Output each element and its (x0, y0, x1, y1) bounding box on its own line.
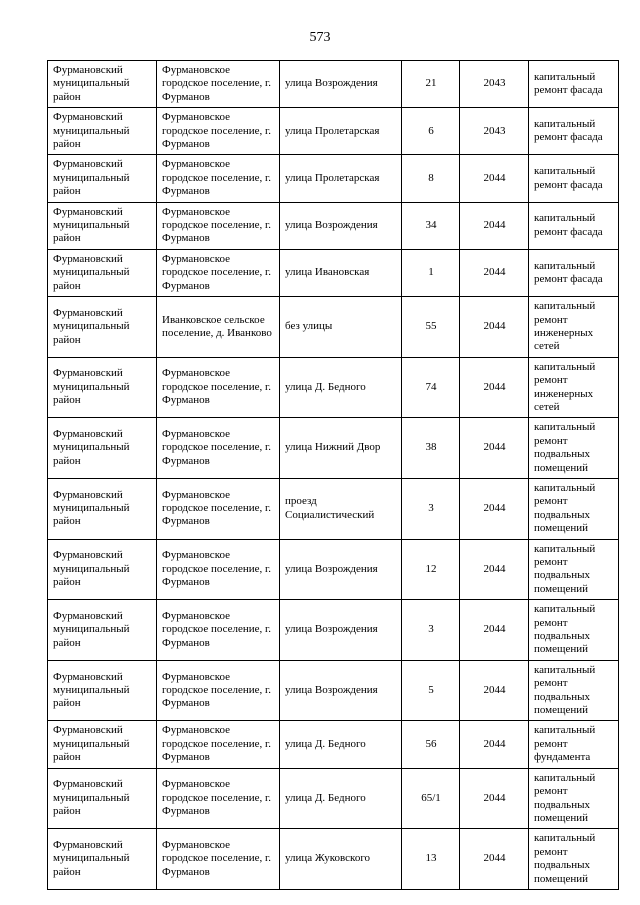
repair-type-cell: капитальный ремонт инженерных сетей (529, 297, 619, 358)
house-number-cell: 3 (402, 478, 460, 539)
year-cell: 2044 (460, 660, 529, 721)
year-cell: 2044 (460, 357, 529, 418)
street-cell: улица Д. Бедного (280, 357, 402, 418)
district-cell: Фурмановский муниципальный район (48, 249, 157, 296)
repairs-table (47, 60, 619, 890)
street-cell: улица Пролетарская (280, 155, 402, 202)
repair-type-cell: капитальный ремонт подвальных помещений (529, 539, 619, 600)
year-cell: 2044 (460, 418, 529, 479)
year-cell: 2044 (460, 297, 529, 358)
repair-type-cell: капитальный ремонт подвальных помещений (529, 600, 619, 661)
settlement-cell: Фурмановское городское поселение, г. Фурманов (157, 721, 280, 768)
repair-type-cell: капитальный ремонт инженерных сетей (529, 357, 619, 418)
house-number-cell: 56 (402, 721, 460, 768)
street-cell: улица Нижний Двор (280, 418, 402, 479)
house-number-cell: 21 (402, 61, 460, 108)
table-row (48, 768, 619, 829)
settlement-cell: Фурмановское городское поселение, г. Фурманов (157, 600, 280, 661)
year-cell: 2044 (460, 478, 529, 539)
settlement-cell: Фурмановское городское поселение, г. Фурманов (157, 418, 280, 479)
table-row (48, 357, 619, 418)
settlement-cell: Фурмановское городское поселение, г. Фурманов (157, 249, 280, 296)
table-row (48, 155, 619, 202)
year-cell: 2044 (460, 249, 529, 296)
house-number-cell: 12 (402, 539, 460, 600)
repair-type-cell: капитальный ремонт подвальных помещений (529, 660, 619, 721)
street-cell: улица Пролетарская (280, 108, 402, 155)
repair-type-cell: капитальный ремонт подвальных помещений (529, 418, 619, 479)
street-cell: улица Возрождения (280, 539, 402, 600)
house-number-cell: 13 (402, 829, 460, 890)
year-cell: 2044 (460, 829, 529, 890)
street-cell: без улицы (280, 297, 402, 358)
house-number-cell: 8 (402, 155, 460, 202)
year-cell: 2043 (460, 108, 529, 155)
street-cell: улица Д. Бедного (280, 721, 402, 768)
repair-type-cell: капитальный ремонт фасада (529, 108, 619, 155)
table-row (48, 108, 619, 155)
district-cell: Фурмановский муниципальный район (48, 418, 157, 479)
district-cell: Фурмановский муниципальный район (48, 61, 157, 108)
district-cell: Фурмановский муниципальный район (48, 478, 157, 539)
settlement-cell: Фурмановское городское поселение, г. Фурманов (157, 768, 280, 829)
settlement-cell: Фурмановское городское поселение, г. Фурманов (157, 539, 280, 600)
settlement-cell: Фурмановское городское поселение, г. Фурманов (157, 829, 280, 890)
repair-type-cell: капитальный ремонт фасада (529, 61, 619, 108)
year-cell: 2044 (460, 202, 529, 249)
settlement-cell: Иванковское сельское поселение, д. Иванково (157, 297, 280, 358)
repair-type-cell: капитальный ремонт фасада (529, 249, 619, 296)
table-row (48, 539, 619, 600)
settlement-cell: Фурмановское городское поселение, г. Фурманов (157, 155, 280, 202)
year-cell: 2043 (460, 61, 529, 108)
year-cell: 2044 (460, 721, 529, 768)
settlement-cell: Фурмановское городское поселение, г. Фурманов (157, 478, 280, 539)
house-number-cell: 1 (402, 249, 460, 296)
table-row (48, 202, 619, 249)
repair-type-cell: капитальный ремонт подвальных помещений (529, 478, 619, 539)
district-cell: Фурмановский муниципальный район (48, 600, 157, 661)
settlement-cell: Фурмановское городское поселение, г. Фурманов (157, 61, 280, 108)
year-cell: 2044 (460, 768, 529, 829)
house-number-cell: 5 (402, 660, 460, 721)
repair-type-cell: капитальный ремонт подвальных помещений (529, 768, 619, 829)
district-cell: Фурмановский муниципальный район (48, 829, 157, 890)
page-number: 573 (309, 30, 331, 45)
district-cell: Фурмановский муниципальный район (48, 721, 157, 768)
house-number-cell: 6 (402, 108, 460, 155)
settlement-cell: Фурмановское городское поселение, г. Фурманов (157, 108, 280, 155)
table-body (48, 61, 619, 890)
table-row (48, 829, 619, 890)
repair-type-cell: капитальный ремонт фундамента (529, 721, 619, 768)
table-row (48, 721, 619, 768)
year-cell: 2044 (460, 155, 529, 202)
settlement-cell: Фурмановское городское поселение, г. Фурманов (157, 660, 280, 721)
street-cell: улица Возрождения (280, 600, 402, 661)
district-cell: Фурмановский муниципальный район (48, 768, 157, 829)
district-cell: Фурмановский муниципальный район (48, 357, 157, 418)
year-cell: 2044 (460, 539, 529, 600)
street-cell: улица Д. Бедного (280, 768, 402, 829)
street-cell: улица Возрождения (280, 202, 402, 249)
settlement-cell: Фурмановское городское поселение, г. Фурманов (157, 357, 280, 418)
repair-type-cell: капитальный ремонт фасада (529, 202, 619, 249)
table-row (48, 249, 619, 296)
house-number-cell: 65/1 (402, 768, 460, 829)
table-row (48, 61, 619, 108)
street-cell: улица Ивановская (280, 249, 402, 296)
table-row (48, 478, 619, 539)
street-cell: проезд Социалистический (280, 478, 402, 539)
street-cell: улица Жуковского (280, 829, 402, 890)
table-row (48, 600, 619, 661)
street-cell: улица Возрождения (280, 660, 402, 721)
settlement-cell: Фурмановское городское поселение, г. Фурманов (157, 202, 280, 249)
street-cell: улица Возрождения (280, 61, 402, 108)
district-cell: Фурмановский муниципальный район (48, 539, 157, 600)
table-row (48, 660, 619, 721)
repair-type-cell: капитальный ремонт фасада (529, 155, 619, 202)
district-cell: Фурмановский муниципальный район (48, 660, 157, 721)
house-number-cell: 38 (402, 418, 460, 479)
house-number-cell: 3 (402, 600, 460, 661)
house-number-cell: 55 (402, 297, 460, 358)
district-cell: Фурмановский муниципальный район (48, 297, 157, 358)
district-cell: Фурмановский муниципальный район (48, 108, 157, 155)
house-number-cell: 74 (402, 357, 460, 418)
table-row (48, 297, 619, 358)
district-cell: Фурмановский муниципальный район (48, 155, 157, 202)
district-cell: Фурмановский муниципальный район (48, 202, 157, 249)
table-row (48, 418, 619, 479)
house-number-cell: 34 (402, 202, 460, 249)
repair-type-cell: капитальный ремонт подвальных помещений (529, 829, 619, 890)
year-cell: 2044 (460, 600, 529, 661)
